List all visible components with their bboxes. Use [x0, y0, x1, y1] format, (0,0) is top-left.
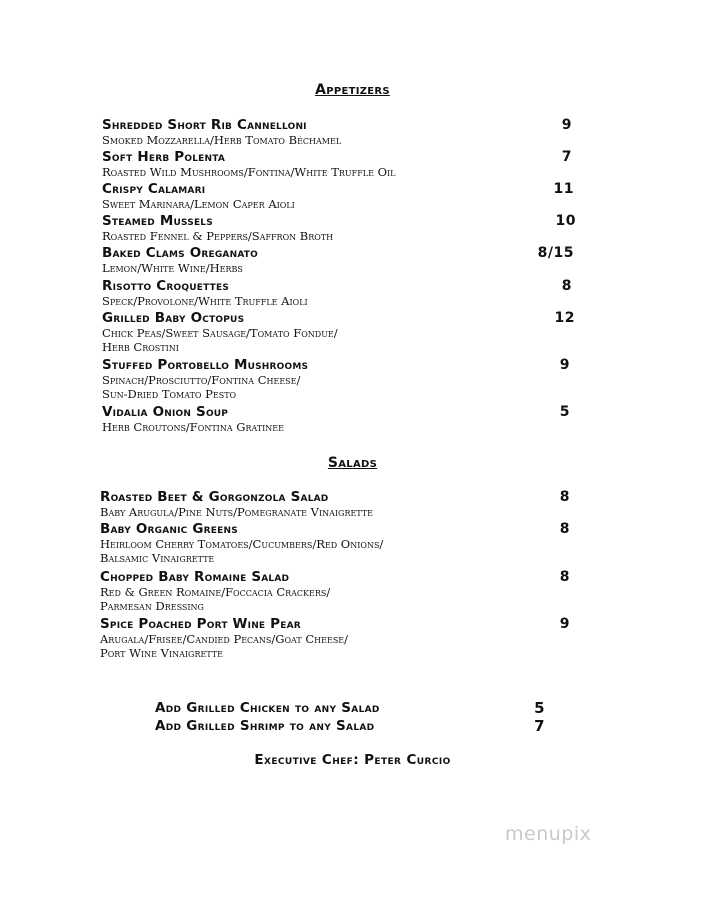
item-name: Baked Clams Oreganato	[102, 245, 258, 261]
item-name: Grilled Baby Octopus	[102, 310, 245, 326]
item-description: Roasted Fennel & Peppers/Saffron Broth	[102, 229, 334, 243]
item-name: Vidalia Onion Soup	[102, 404, 229, 420]
item-description: Herb Crostini	[102, 340, 179, 354]
menu-item	[100, 569, 570, 613]
menu-item	[102, 357, 570, 401]
menu-item	[102, 245, 574, 275]
item-description: Roasted Wild Mushrooms/Fontina/White Truffle Oil	[102, 165, 396, 179]
item-description: Arugala/Frisee/Candied Pecans/Goat Cheese/	[100, 632, 349, 646]
item-description: Herb Croutons/Fontina Gratinee	[102, 420, 284, 434]
addon-price: 5	[534, 699, 545, 717]
item-description: Lemon/White Wine/Herbs	[102, 261, 243, 275]
item-name: Stuffed Portobello Mushrooms	[102, 357, 309, 373]
item-description: Port Wine Vinaigrette	[100, 646, 223, 660]
item-price: 12	[554, 310, 575, 326]
item-description: Heirloom Cherry Tomatoes/Cucumbers/Red Onions/	[100, 537, 384, 551]
item-price: 9	[559, 616, 570, 632]
item-description: Baby Arugula/Pine Nuts/Pomegranate Vinaigrette	[100, 505, 373, 519]
menu-item	[100, 616, 570, 660]
menu-item	[102, 149, 572, 179]
item-name: Spice Poached Port Wine Pear	[100, 616, 301, 632]
item-description: Sweet Marinara/Lemon Caper Aioli	[102, 197, 295, 211]
menu-item	[100, 489, 570, 519]
item-description: Sun-Dried Tomato Pesto	[102, 387, 237, 401]
addon-label: Add Grilled Shrimp to any Salad	[155, 718, 375, 734]
menu-item	[102, 310, 575, 354]
item-price: 11	[553, 181, 574, 197]
item-name: Soft Herb Polenta	[102, 149, 226, 165]
addon-line	[155, 717, 545, 735]
item-name: Crispy Calamari	[102, 181, 206, 197]
item-name: Risotto Croquettes	[102, 278, 230, 294]
item-name: Shredded Short Rib Cannelloni	[102, 117, 307, 133]
item-name: Roasted Beet & Gorgonzola Salad	[100, 489, 329, 505]
item-description: Smoked Mozzarella/Herb Tomato Béchamel	[102, 133, 342, 147]
item-price: 9	[561, 117, 572, 133]
item-description: Chick Peas/Sweet Sausage/Tomato Fondue/	[102, 326, 338, 340]
menu-item	[102, 213, 576, 243]
item-description: Parmesan Dressing	[100, 599, 204, 613]
item-name: Steamed Mussels	[102, 213, 213, 229]
item-price: 8	[559, 489, 570, 505]
menu-item	[100, 521, 570, 565]
item-price: 5	[559, 404, 570, 420]
item-description: Speck/Provolone/White Truffle Aioli	[102, 294, 308, 308]
addon-price: 7	[534, 717, 545, 735]
item-name: Chopped Baby Romaine Salad	[100, 569, 290, 585]
item-price: 7	[561, 149, 572, 165]
salads-heading: Salads	[327, 455, 378, 471]
appetizers-heading: Appetizers	[315, 82, 390, 98]
item-price: 8	[559, 569, 570, 585]
item-price: 8/15	[537, 245, 574, 261]
item-description: Balsamic Vinaigrette	[100, 551, 215, 565]
item-price: 10	[555, 213, 576, 229]
item-price: 9	[559, 357, 570, 373]
item-price: 8	[559, 521, 570, 537]
menu-item	[102, 181, 574, 211]
item-description: Red & Green Romaine/Foccacia Crackers/	[100, 585, 331, 599]
menu-item	[102, 278, 572, 308]
menupix-watermark: menupix	[505, 823, 592, 845]
addon-line	[155, 699, 545, 717]
item-description: Spinach/Prosciutto/Fontina Cheese/	[102, 373, 301, 387]
executive-chef-credit: Executive Chef: Peter Curcio	[254, 752, 451, 768]
item-price: 8	[561, 278, 572, 294]
item-name: Baby Organic Greens	[100, 521, 238, 537]
menu-item	[102, 404, 570, 434]
menu-item	[102, 117, 572, 147]
addon-label: Add Grilled Chicken to any Salad	[155, 700, 380, 716]
